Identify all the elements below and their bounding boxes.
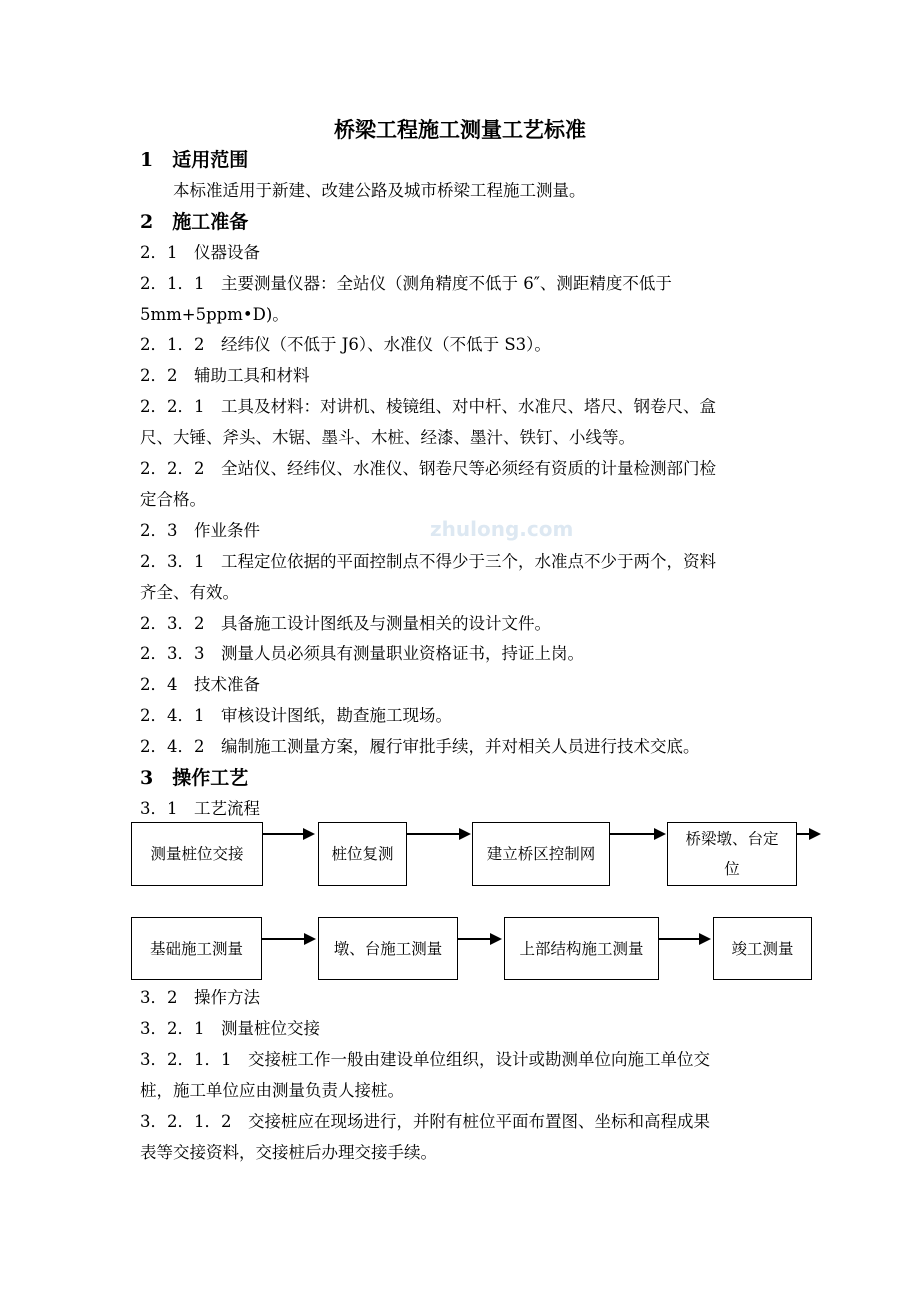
paragraph-line: 定合格。 (140, 489, 206, 509)
paragraph-line: 本标准适用于新建、改建公路及城市桥梁工程施工测量。 (173, 180, 586, 200)
flow-step-1: 测量桩位交接 (131, 822, 263, 886)
section-heading: 2 施工准备 (140, 210, 249, 233)
flow-step-6: 墩、台施工测量 (318, 917, 458, 980)
paragraph-line: 2．1．1 主要测量仪器：全站仪（测角精度不低于 6″、测距精度不低于 (140, 273, 672, 293)
paragraph-line: 桩，施工单位应由测量负责人接桩。 (140, 1080, 404, 1100)
flow-step-8: 竣工测量 (713, 917, 812, 980)
paragraph-line: 齐全、有效。 (140, 582, 239, 602)
flow-step-4: 桥梁墩、台定位 (667, 822, 797, 886)
flow-step-3: 建立桥区控制网 (472, 822, 610, 886)
flow-arrow (458, 938, 500, 940)
paragraph-line: 2．4．2 编制施工测量方案，履行审批手续，并对相关人员进行技术交底。 (140, 737, 700, 757)
paragraph-line: 表等交接资料，交接桩后办理交接手续。 (140, 1142, 437, 1162)
flow-arrow (262, 938, 314, 940)
flow-step-2: 桩位复测 (318, 822, 407, 886)
flow-arrow (659, 938, 709, 940)
paragraph-line: 2．1 仪器设备 (140, 242, 260, 262)
paragraph-line: 2．2．1 工具及材料：对讲机、棱镜组、对中杆、水准尺、塔尺、钢卷尺、盒 (140, 397, 716, 417)
paragraph-line: 尺、大锤、斧头、木锯、墨斗、木桩、经漆、墨汁、铁钉、小线等。 (140, 428, 635, 448)
paragraph-line: 3．1 工艺流程 (140, 798, 260, 818)
paragraph-line: 5mm+5ppm•D)。 (140, 304, 289, 324)
section-heading: 1 适用范围 (140, 149, 249, 171)
paragraph-line: 2．2 辅助工具和材料 (140, 366, 310, 386)
paragraph-line: 3．2 操作方法 (140, 988, 260, 1007)
paragraph-line: 2．3．3 测量人员必须具有测量职业资格证书，持证上岗。 (140, 644, 584, 664)
paragraph-line: 3．2．1 测量桩位交接 (140, 1018, 320, 1038)
flow-arrow (797, 833, 819, 835)
flow-step-7: 上部结构施工测量 (504, 917, 659, 980)
section-heading: 3 操作工艺 (140, 767, 249, 789)
document-title: 桥梁工程施工测量工艺标准 (334, 117, 586, 142)
paragraph-line: 3．2．1．2 交接桩应在现场进行，并附有桩位平面布置图、坐标和高程成果 (140, 1111, 710, 1131)
flow-arrow (610, 833, 664, 835)
paragraph-line: 2．3．1 工程定位依据的平面控制点不得少于三个，水准点不少于两个，资料 (140, 551, 716, 571)
flow-arrow (263, 833, 313, 835)
flow-arrow (407, 833, 469, 835)
watermark: zhulong.com (430, 517, 574, 541)
paragraph-line: 2．1．2 经纬仪（不低于 J6）、水准仪（不低于 S3）。 (140, 335, 551, 355)
paragraph-line: 2．4．1 审核设计图纸，勘查施工现场。 (140, 706, 452, 726)
paragraph-line: 2．4 技术准备 (140, 675, 260, 695)
flow-step-5: 基础施工测量 (131, 917, 262, 980)
paragraph-line: 3．2．1．1 交接桩工作一般由建设单位组织，设计或勘测单位向施工单位交 (140, 1049, 710, 1069)
paragraph-line: 2．3．2 具备施工设计图纸及与测量相关的设计文件。 (140, 613, 551, 633)
paragraph-line: 2．2．2 全站仪、经纬仪、水准仪、钢卷尺等必须经有资质的计量检测部门检 (140, 459, 716, 478)
paragraph-line: 2．3 作业条件 (140, 520, 260, 540)
